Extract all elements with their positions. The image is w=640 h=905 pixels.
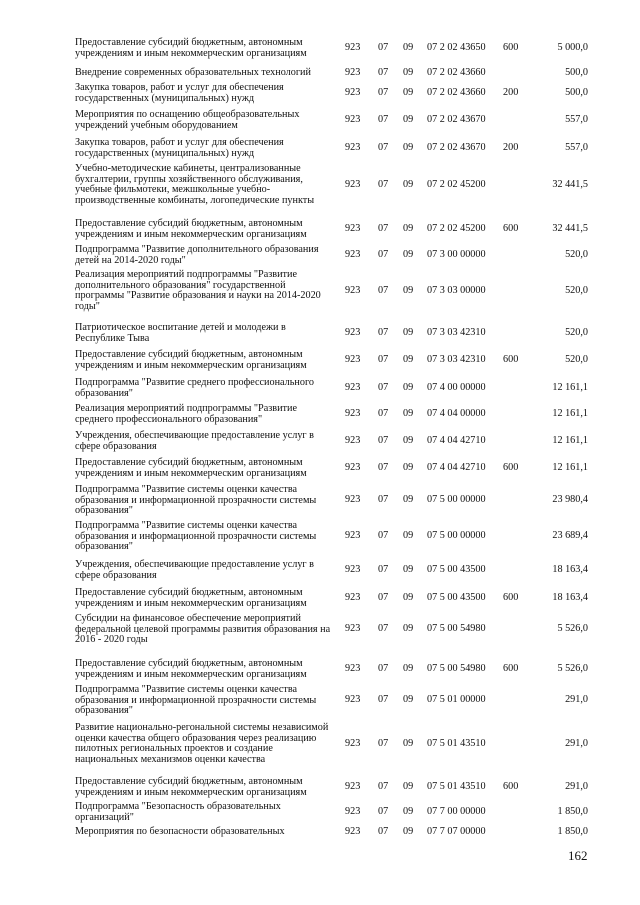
row-expense-type-code: 200 [503,142,519,153]
row-name: Учреждения, обеспечивающие предоставление услуг в сфере образования [75,430,314,452]
row-department-code: 923 [345,327,361,338]
row-subsection-code: 09 [403,87,414,98]
row-expense-type-code: 600 [503,354,519,365]
row-name: Развитие национально-регональной системы независимой оценки качества общего образования через реализацию пилотных региональных проектов и создание национальных механизмов оценки качества [75,722,329,765]
row-subsection-code: 09 [403,623,414,634]
row-section-code: 07 [378,781,389,792]
row-subsection-code: 09 [403,327,414,338]
row-section-code: 07 [378,114,389,125]
row-department-code: 923 [345,781,361,792]
row-name: Предоставление субсидий бюджетным, автономным учреждениям и иным некоммерческим организациям [75,457,307,479]
row-amount: 520,0 [565,285,588,296]
row-name: Закупка товаров, работ и услуг для обеспечения государственных (муниципальных) нужд [75,137,284,159]
row-expense-type-code: 600 [503,781,519,792]
row-section-code: 07 [378,179,389,190]
row-department-code: 923 [345,408,361,419]
row-section-code: 07 [378,592,389,603]
row-amount: 557,0 [565,142,588,153]
row-department-code: 923 [345,530,361,541]
row-department-code: 923 [345,67,361,78]
row-section-code: 07 [378,694,389,705]
row-amount: 23 980,4 [552,494,588,505]
row-target-article-code: 07 2 02 45200 [427,179,486,190]
row-section-code: 07 [378,408,389,419]
row-target-article-code: 07 4 00 00000 [427,382,486,393]
row-expense-type-code: 600 [503,223,519,234]
row-target-article-code: 07 7 00 00000 [427,806,486,817]
row-amount: 18 163,4 [552,564,588,575]
row-section-code: 07 [378,382,389,393]
row-subsection-code: 09 [403,781,414,792]
row-amount: 12 161,1 [552,462,588,473]
row-target-article-code: 07 2 02 43650 [427,42,486,53]
row-subsection-code: 09 [403,592,414,603]
row-expense-type-code: 600 [503,663,519,674]
row-target-article-code: 07 5 01 43510 [427,738,486,749]
row-name: Предоставление субсидий бюджетным, автономным учреждениям и иным некоммерческим организациям [75,37,307,59]
row-target-article-code: 07 4 04 00000 [427,408,486,419]
row-section-code: 07 [378,494,389,505]
row-department-code: 923 [345,42,361,53]
row-name: Подпрограмма "Развитие системы оценки качества образования и информационной прозрачности системы образования" [75,684,317,717]
row-department-code: 923 [345,738,361,749]
row-section-code: 07 [378,67,389,78]
row-subsection-code: 09 [403,382,414,393]
row-section-code: 07 [378,738,389,749]
row-amount: 12 161,1 [552,435,588,446]
row-name: Предоставление субсидий бюджетным, автономным учреждениям и иным некоммерческим организациям [75,587,307,609]
row-name: Подпрограмма "Развитие дополнительного образования детей на 2014-2020 годы" [75,244,319,266]
row-section-code: 07 [378,435,389,446]
row-subsection-code: 09 [403,435,414,446]
row-subsection-code: 09 [403,67,414,78]
row-department-code: 923 [345,382,361,393]
row-section-code: 07 [378,564,389,575]
row-subsection-code: 09 [403,663,414,674]
row-name: Учреждения, обеспечивающие предоставление услуг в сфере образования [75,559,314,581]
row-name: Предоставление субсидий бюджетным, автономным учреждениям и иным некоммерческим организациям [75,776,307,798]
row-subsection-code: 09 [403,494,414,505]
row-target-article-code: 07 2 02 43660 [427,67,486,78]
row-department-code: 923 [345,663,361,674]
row-target-article-code: 07 5 00 43500 [427,592,486,603]
row-subsection-code: 09 [403,694,414,705]
row-department-code: 923 [345,87,361,98]
row-section-code: 07 [378,826,389,837]
row-subsection-code: 09 [403,354,414,365]
row-department-code: 923 [345,826,361,837]
row-subsection-code: 09 [403,42,414,53]
row-target-article-code: 07 5 00 00000 [427,530,486,541]
row-department-code: 923 [345,592,361,603]
row-section-code: 07 [378,285,389,296]
row-subsection-code: 09 [403,564,414,575]
row-subsection-code: 09 [403,114,414,125]
row-amount: 557,0 [565,114,588,125]
row-amount: 500,0 [565,67,588,78]
row-amount: 291,0 [565,781,588,792]
row-section-code: 07 [378,249,389,260]
row-department-code: 923 [345,462,361,473]
row-section-code: 07 [378,87,389,98]
row-target-article-code: 07 7 07 00000 [427,826,486,837]
row-section-code: 07 [378,530,389,541]
row-expense-type-code: 200 [503,87,519,98]
row-target-article-code: 07 3 03 00000 [427,285,486,296]
row-department-code: 923 [345,564,361,575]
row-subsection-code: 09 [403,285,414,296]
row-target-article-code: 07 5 01 43510 [427,781,486,792]
row-target-article-code: 07 5 00 54980 [427,663,486,674]
row-name: Учебно-методические кабинеты, централизованные бухгалтерии, группы хозяйственного обслуживания, учебные фильмотеки, межшкольные учебно-производственные комбинаты, логопедические пункты [75,163,315,206]
row-name: Субсидии на финансовое обеспечение мероприятий федеральной целевой программы развития образования на 2016 - 2020 годы [75,613,331,646]
page-number: 162 [568,848,588,863]
row-department-code: 923 [345,249,361,260]
row-name: Мероприятия по оснащению общеобразовательных учреждений учебным оборудованием [75,109,300,131]
row-amount: 32 441,5 [552,179,588,190]
row-target-article-code: 07 3 03 42310 [427,327,486,338]
row-subsection-code: 09 [403,408,414,419]
row-amount: 5 000,0 [557,42,588,53]
row-section-code: 07 [378,462,389,473]
row-section-code: 07 [378,354,389,365]
row-subsection-code: 09 [403,806,414,817]
row-department-code: 923 [345,179,361,190]
row-expense-type-code: 600 [503,592,519,603]
row-target-article-code: 07 3 00 00000 [427,249,486,260]
row-department-code: 923 [345,223,361,234]
row-target-article-code: 07 2 02 45200 [427,223,486,234]
row-subsection-code: 09 [403,462,414,473]
row-name: Подпрограмма "Развитие среднего профессионального образования" [75,377,314,399]
row-name: Патриотическое воспитание детей и молодежи в Республике Тыва [75,322,286,344]
row-department-code: 923 [345,354,361,365]
row-target-article-code: 07 5 00 00000 [427,494,486,505]
row-target-article-code: 07 2 02 43670 [427,142,486,153]
row-section-code: 07 [378,327,389,338]
row-section-code: 07 [378,223,389,234]
row-amount: 1 850,0 [557,826,588,837]
row-amount: 12 161,1 [552,408,588,419]
row-target-article-code: 07 2 02 43670 [427,114,486,125]
row-department-code: 923 [345,494,361,505]
row-name: Предоставление субсидий бюджетным, автономным учреждениям и иным некоммерческим организациям [75,658,307,680]
row-target-article-code: 07 3 03 42310 [427,354,486,365]
row-name: Предоставление субсидий бюджетным, автономным учреждениям и иным некоммерческим организациям [75,349,307,371]
row-name: Закупка товаров, работ и услуг для обеспечения государственных (муниципальных) нужд [75,82,284,104]
row-section-code: 07 [378,142,389,153]
row-amount: 5 526,0 [557,623,588,634]
row-target-article-code: 07 2 02 43660 [427,87,486,98]
row-department-code: 923 [345,142,361,153]
row-target-article-code: 07 4 04 42710 [427,462,486,473]
row-name: Внедрение современных образовательных технологий [75,67,311,78]
row-name: Реализация мероприятий подпрограммы "Развитие среднего профессионального образования" [75,403,297,425]
row-amount: 23 689,4 [552,530,588,541]
row-amount: 291,0 [565,694,588,705]
row-amount: 520,0 [565,249,588,260]
row-section-code: 07 [378,623,389,634]
row-amount: 18 163,4 [552,592,588,603]
row-name: Подпрограмма "Развитие системы оценки качества образования и информационной прозрачности системы образования" [75,520,317,553]
row-amount: 1 850,0 [557,806,588,817]
row-name: Предоставление субсидий бюджетным, автономным учреждениям и иным некоммерческим организациям [75,218,307,240]
row-name: Подпрограмма "Развитие системы оценки качества образования и информационной прозрачности системы образования" [75,484,317,517]
row-subsection-code: 09 [403,530,414,541]
row-target-article-code: 07 5 01 00000 [427,694,486,705]
row-amount: 520,0 [565,327,588,338]
row-subsection-code: 09 [403,179,414,190]
row-section-code: 07 [378,42,389,53]
row-amount: 32 441,5 [552,223,588,234]
row-department-code: 923 [345,694,361,705]
row-department-code: 923 [345,623,361,634]
row-name: Реализация мероприятий подпрограммы "Развитие дополнительного образования" государственной программы "Развитие образования и науки на 2014-2020 годы" [75,269,321,312]
row-amount: 5 526,0 [557,663,588,674]
row-section-code: 07 [378,806,389,817]
row-department-code: 923 [345,806,361,817]
row-subsection-code: 09 [403,738,414,749]
row-name: Мероприятия по безопасности образовательных [75,826,285,837]
row-amount: 520,0 [565,354,588,365]
row-expense-type-code: 600 [503,42,519,53]
row-department-code: 923 [345,285,361,296]
row-name: Подпрограмма "Безопасность образовательных организаций" [75,801,281,823]
row-amount: 291,0 [565,738,588,749]
row-section-code: 07 [378,663,389,674]
row-target-article-code: 07 5 00 54980 [427,623,486,634]
row-department-code: 923 [345,114,361,125]
row-expense-type-code: 600 [503,462,519,473]
row-subsection-code: 09 [403,249,414,260]
row-subsection-code: 09 [403,826,414,837]
row-target-article-code: 07 5 00 43500 [427,564,486,575]
row-subsection-code: 09 [403,142,414,153]
row-target-article-code: 07 4 04 42710 [427,435,486,446]
row-subsection-code: 09 [403,223,414,234]
row-department-code: 923 [345,435,361,446]
row-amount: 500,0 [565,87,588,98]
row-amount: 12 161,1 [552,382,588,393]
